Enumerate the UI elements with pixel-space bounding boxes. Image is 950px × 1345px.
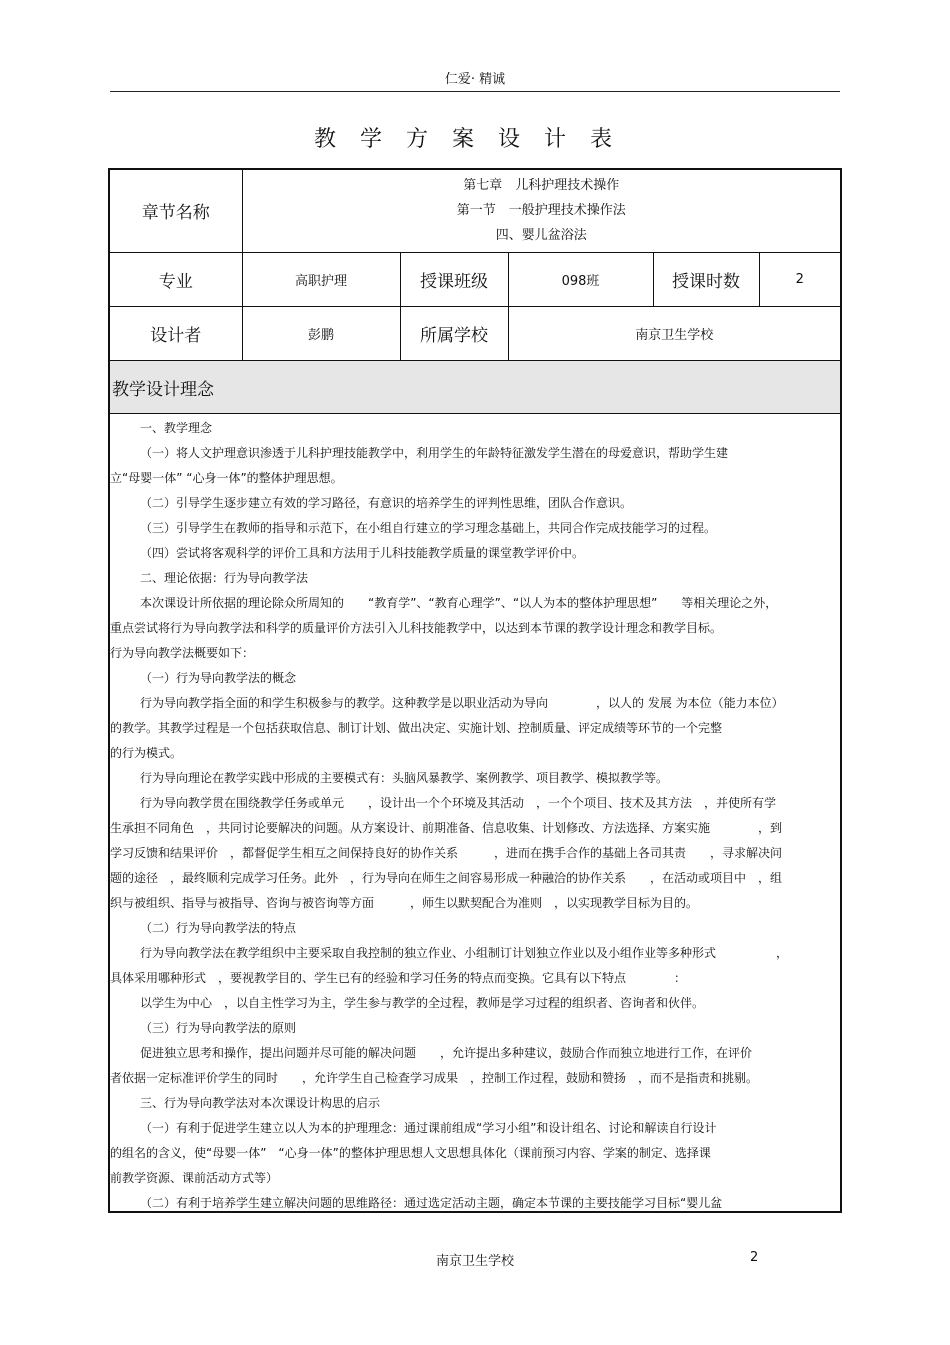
school-value: 南京卫生学校 (508, 306, 840, 360)
header-motto: 仁爱· 精诚 (444, 72, 506, 87)
hours-label: 授课时数 (653, 252, 759, 306)
body-line: 的教学。其教学过程是一个包括获取信息、制订计划、做出决定、实施计划、控制质量、评定成绩等环节的一个完整 (110, 721, 723, 735)
footer-school: 南京卫生学校 (435, 1254, 514, 1269)
designer-value: 彭鹏 (242, 306, 400, 360)
major-value: 高职护理 (242, 252, 400, 306)
body-line: 行为导向教学法在教学组织中主要采取自我控制的独立作业、小组制订计划独立作业以及小组作业等多种形式 ， (140, 946, 789, 960)
body-line: 促进独立思考和操作，提出问题并尽可能的解决问题 ，允许提出多种建议，鼓励合作而独立地进行工作，在评价 (140, 1046, 753, 1060)
school-label: 所属学校 (400, 306, 508, 360)
chapter-row (110, 170, 840, 252)
body-line: 行为导向理论在教学实践中形成的主要模式有：头脑风暴教学、案例教学、项目教学、模拟教学等。 (140, 771, 669, 785)
major-label: 专业 (110, 252, 242, 306)
body-line: 的行为模式。 (110, 746, 183, 760)
body-line: 题的途径 ，最终顺利完成学习任务。此外 ，行为导向在师生之间容易形成一种融洽的协作关系 ，在活动或项目中 ，组 (110, 871, 783, 885)
class-value: 098班 (508, 252, 653, 306)
body-line: （一）将人文护理意识渗透于儿科护理技能教学中，利用学生的年龄特征激发学生潜在的母爱意识，帮助学生建 (140, 446, 729, 460)
body-line: （三）引导学生在教师的指导和示范下，在小组自行建立的学习理念基础上，共同合作完成技能学习的过程。 (140, 521, 717, 535)
body-line: （二）引导学生逐步建立有效的学习路径，有意识的培养学生的评判性思维，团队合作意识。 (140, 496, 633, 510)
chapter-label: 章节名称 (110, 170, 242, 252)
header-rule (110, 91, 840, 92)
body-line: 一、教学理念 (140, 421, 213, 435)
chapter-value (242, 170, 840, 252)
body-line: 行为导向教学法概要如下： (110, 646, 255, 660)
hours-value: 2 (759, 252, 840, 306)
body-line: 生承担不同角色 ，共同讨论要解决的问题。从方案设计、前期准备、信息收集、计划修改、方法选择、方案实施 ，到 (110, 821, 783, 835)
body-line: 学习反馈和结果评价 ，都督促学生相互之间保持良好的协作关系 ，进而在携手合作的基础上各司其责 ，寻求解决问 (110, 846, 783, 860)
body-line: （四）尝试将客观科学的评价工具和方法用于儿科技能教学质量的课堂教学评价中。 (140, 546, 585, 560)
page-title: 教学方案设计表 (313, 127, 636, 152)
body-line: 二、理论依据：行为导向教学法 (140, 571, 309, 585)
body-line: （二）有利于培养学生建立解决问题的思维路径：通过选定活动主题，确定本节课的主要技能学习目标“婴儿盆 (140, 1196, 723, 1210)
body-line: （三）行为导向教学法的原则 (140, 1021, 297, 1035)
body-line: 前教学资源、课前活动方式等） (110, 1171, 285, 1185)
chapter-line: 第七章 儿科护理技术操作 (463, 178, 620, 194)
body-line: 本次课设计所依据的理论除众所周知的 “教育学”、“教育心理学”、“以人为本的整体护理思想” 等相关理论之外， (140, 596, 778, 610)
body-line: 行为导向教学贯在围绕教学任务或单元 ，设计出一个个环境及其活动 ，一个个项目、技术及其方法 ，并使所有学 (140, 796, 777, 810)
body-line: （一）行为导向教学法的概念 (140, 671, 297, 685)
class-label: 授课班级 (400, 252, 508, 306)
body-line: 重点尝试将行为导向教学法和科学的质量评价方法引入儿科技能教学中，以达到本节课的教学设计理念和教学目标。 (110, 621, 723, 635)
concept-body (110, 416, 840, 1213)
designer-row (110, 306, 840, 360)
body-line: 的组名的含义，使“母婴一体” “心身一体”的整体护理思想人文思想具体化（课前预习内容、学案的制定、选择课 (110, 1146, 711, 1160)
design-table-frame (108, 168, 842, 1213)
body-line: 三、行为导向教学法对本次课设计构思的启示 (140, 1096, 381, 1110)
info-table (110, 170, 840, 361)
body-line: （一）有利于促进学生建立以人为本的护理理念：通过课前组成“学习小组”和设计组名、讨论和解读自行设计 (140, 1121, 717, 1135)
topic-line: 四、婴儿盆浴法 (495, 228, 587, 244)
body-line: 具体采用哪种形式 ，要视教学目的、学生已有的经验和学习任务的特点而变换。它具有以下特点 ： (110, 971, 687, 985)
major-row (110, 252, 840, 306)
body-line: 立“母婴一体” “心身一体”的整体护理思想。 (110, 471, 343, 485)
designer-label: 设计者 (110, 306, 242, 360)
body-line: 者依据一定标准评价学生的同时 ，允许学生自己检查学习成果 ，控制工作过程，鼓励和赞扬 ，而不是指责和挑剔。 (110, 1071, 759, 1085)
concept-heading-bar (110, 360, 840, 414)
section-line: 第一节 一般护理技术操作法 (456, 203, 626, 219)
body-line: （二）行为导向教学法的特点 (140, 921, 297, 935)
body-line: 行为导向教学指全面的和学生积极参与的教学。这种教学是以职业活动为导向 ，以人的 发展 为本位（能力本位） (140, 696, 784, 710)
body-line: 织与被组织、指导与被指导、咨询与被咨询等方面 ，师生以默契配合为准则 ，以实现教学目标为目的。 (110, 896, 699, 910)
page-number: 2 (750, 1250, 759, 1265)
body-line: 以学生为中心 ，以自主性学习为主，学生参与教学的全过程，教师是学习过程的组织者、咨询者和伙伴。 (140, 996, 705, 1010)
concept-heading: 教学设计理念 (112, 380, 214, 400)
